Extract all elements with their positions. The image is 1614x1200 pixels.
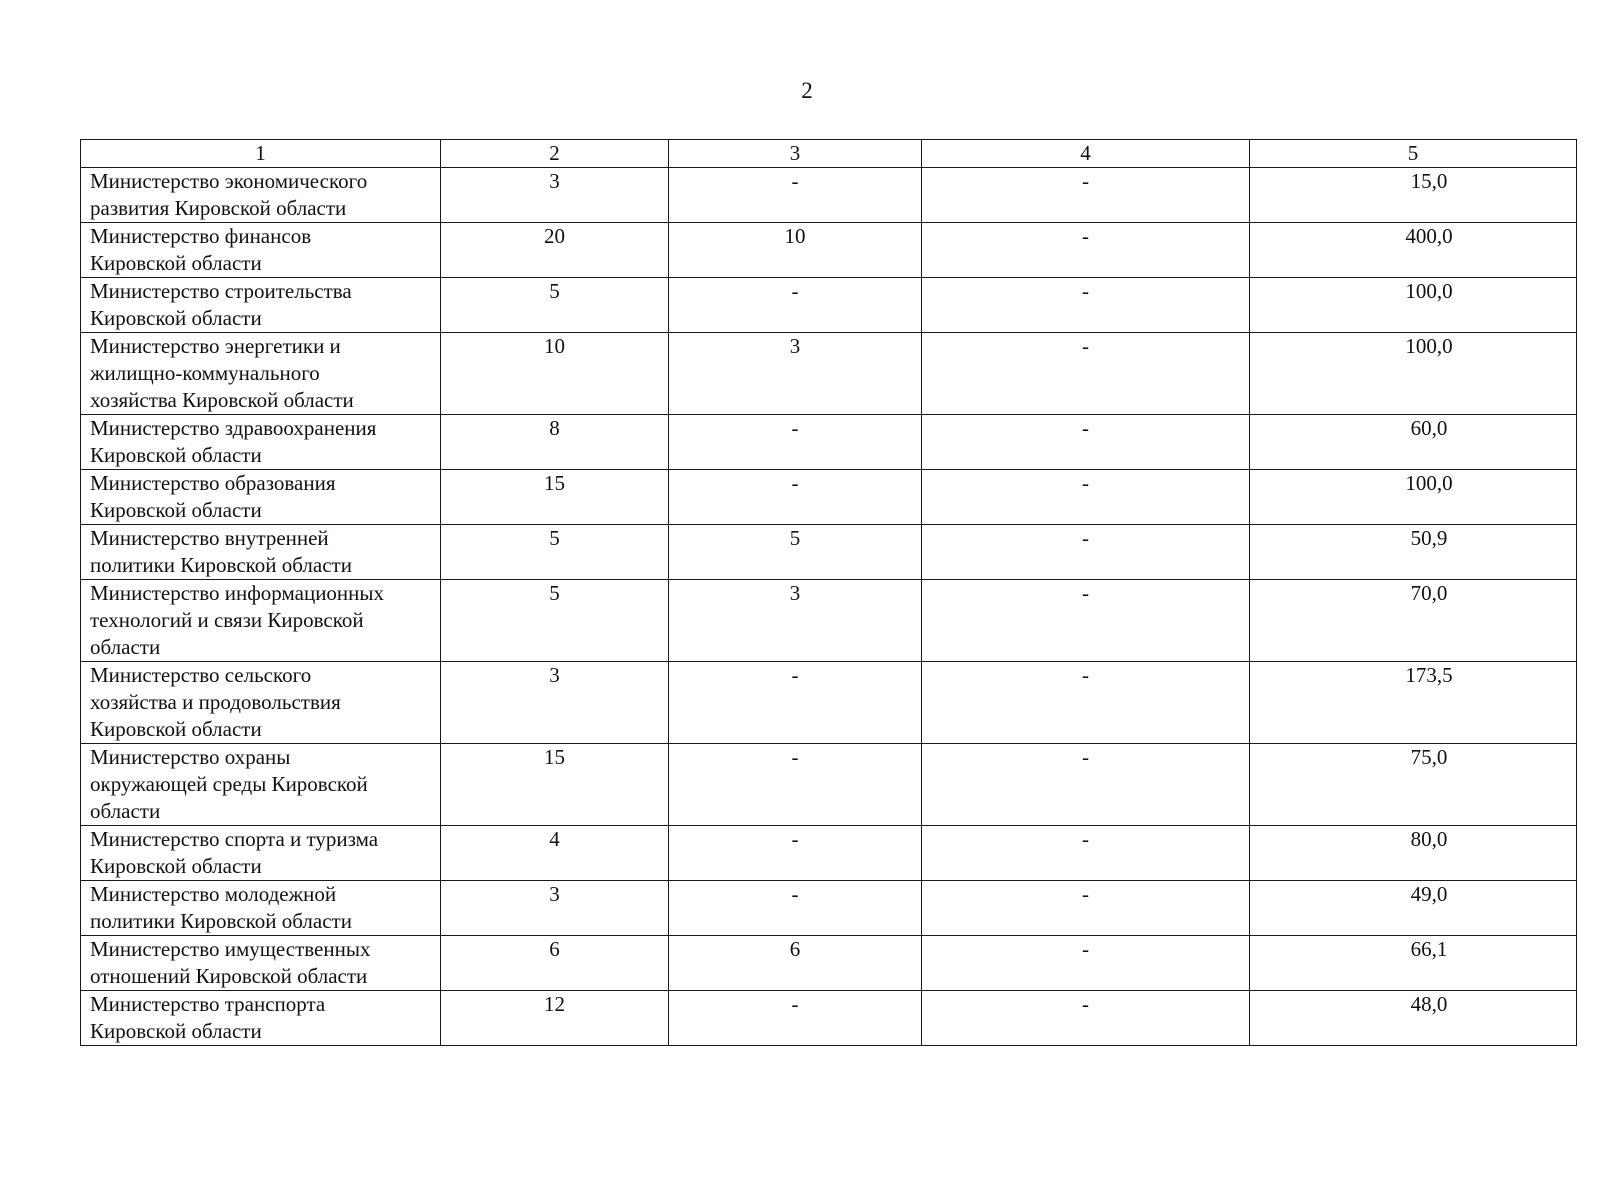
ministry-name-cell: Министерство образования Кировской области [81, 470, 441, 525]
table-row [81, 223, 1577, 278]
ministry-name-cell: Министерство финансов Кировской области [81, 223, 441, 278]
value-col-5-cell: 49,0 [1250, 881, 1577, 936]
value-col-3-cell: 5 [669, 525, 922, 580]
value-col-3-cell: - [669, 168, 922, 223]
value-col-4-cell: - [922, 991, 1250, 1046]
value-col-4-cell: - [922, 333, 1250, 415]
value-col-3-cell: 6 [669, 936, 922, 991]
table-row [81, 991, 1577, 1046]
value-col-2-cell: 12 [441, 991, 669, 1046]
value-col-5-cell: 15,0 [1250, 168, 1577, 223]
ministry-name-cell: Министерство информационных технологий и связи Кировской области [81, 580, 441, 662]
ministries-table [80, 139, 1577, 1046]
value-col-5-cell: 48,0 [1250, 991, 1577, 1046]
value-col-2-cell: 5 [441, 580, 669, 662]
column-header-3: 3 [669, 140, 922, 168]
value-col-2-cell: 5 [441, 525, 669, 580]
value-col-3-cell: - [669, 415, 922, 470]
value-col-2-cell: 8 [441, 415, 669, 470]
ministry-name-cell: Министерство имущественных отношений Кировской области [81, 936, 441, 991]
table-row [81, 580, 1577, 662]
ministry-name-cell: Министерство охраны окружающей среды Кировской области [81, 744, 441, 826]
value-col-3-cell: - [669, 881, 922, 936]
value-col-2-cell: 20 [441, 223, 669, 278]
value-col-5-cell: 400,0 [1250, 223, 1577, 278]
value-col-2-cell: 4 [441, 826, 669, 881]
value-col-4-cell: - [922, 881, 1250, 936]
value-col-3-cell: - [669, 662, 922, 744]
header-row [81, 140, 1577, 168]
table-row [81, 278, 1577, 333]
page-number: 2 [801, 78, 813, 103]
value-col-4-cell: - [922, 662, 1250, 744]
value-col-2-cell: 3 [441, 662, 669, 744]
value-col-4-cell: - [922, 278, 1250, 333]
table-row [81, 168, 1577, 223]
value-col-3-cell: - [669, 991, 922, 1046]
value-col-5-cell: 66,1 [1250, 936, 1577, 991]
ministry-name-cell: Министерство внутренней политики Кировской области [81, 525, 441, 580]
table-row [81, 470, 1577, 525]
table-header [81, 140, 1577, 168]
value-col-3-cell: 10 [669, 223, 922, 278]
value-col-4-cell: - [922, 936, 1250, 991]
table-row [81, 936, 1577, 991]
ministry-name-cell: Министерство спорта и туризма Кировской области [81, 826, 441, 881]
value-col-2-cell: 3 [441, 881, 669, 936]
value-col-3-cell: 3 [669, 580, 922, 662]
table-row [81, 881, 1577, 936]
value-col-5-cell: 80,0 [1250, 826, 1577, 881]
table-row [81, 525, 1577, 580]
column-header-5: 5 [1250, 140, 1577, 168]
value-col-2-cell: 5 [441, 278, 669, 333]
value-col-2-cell: 6 [441, 936, 669, 991]
value-col-3-cell: - [669, 826, 922, 881]
value-col-3-cell: 3 [669, 333, 922, 415]
value-col-4-cell: - [922, 826, 1250, 881]
value-col-4-cell: - [922, 168, 1250, 223]
ministry-name-cell: Министерство молодежной политики Кировской области [81, 881, 441, 936]
value-col-4-cell: - [922, 744, 1250, 826]
column-header-4: 4 [922, 140, 1250, 168]
value-col-5-cell: 50,9 [1250, 525, 1577, 580]
table-row [81, 826, 1577, 881]
value-col-5-cell: 100,0 [1250, 333, 1577, 415]
table-row [81, 415, 1577, 470]
value-col-3-cell: - [669, 278, 922, 333]
ministry-name-cell: Министерство энергетики и жилищно-коммунального хозяйства Кировской области [81, 333, 441, 415]
value-col-5-cell: 60,0 [1250, 415, 1577, 470]
value-col-5-cell: 75,0 [1250, 744, 1577, 826]
table-row [81, 662, 1577, 744]
value-col-2-cell: 10 [441, 333, 669, 415]
value-col-4-cell: - [922, 223, 1250, 278]
value-col-5-cell: 100,0 [1250, 278, 1577, 333]
table-row [81, 744, 1577, 826]
column-header-2: 2 [441, 140, 669, 168]
value-col-2-cell: 3 [441, 168, 669, 223]
value-col-2-cell: 15 [441, 470, 669, 525]
value-col-3-cell: - [669, 470, 922, 525]
value-col-3-cell: - [669, 744, 922, 826]
value-col-5-cell: 70,0 [1250, 580, 1577, 662]
value-col-4-cell: - [922, 580, 1250, 662]
value-col-4-cell: - [922, 415, 1250, 470]
ministry-name-cell: Министерство транспорта Кировской области [81, 991, 441, 1046]
value-col-4-cell: - [922, 525, 1250, 580]
value-col-5-cell: 173,5 [1250, 662, 1577, 744]
value-col-5-cell: 100,0 [1250, 470, 1577, 525]
ministry-name-cell: Министерство строительства Кировской области [81, 278, 441, 333]
value-col-4-cell: - [922, 470, 1250, 525]
table-row [81, 333, 1577, 415]
value-col-2-cell: 15 [441, 744, 669, 826]
ministry-name-cell: Министерство сельского хозяйства и продовольствия Кировской области [81, 662, 441, 744]
ministry-name-cell: Министерство здравоохранения Кировской области [81, 415, 441, 470]
table-body [81, 168, 1577, 1046]
ministry-name-cell: Министерство экономического развития Кировской области [81, 168, 441, 223]
column-header-1: 1 [81, 140, 441, 168]
